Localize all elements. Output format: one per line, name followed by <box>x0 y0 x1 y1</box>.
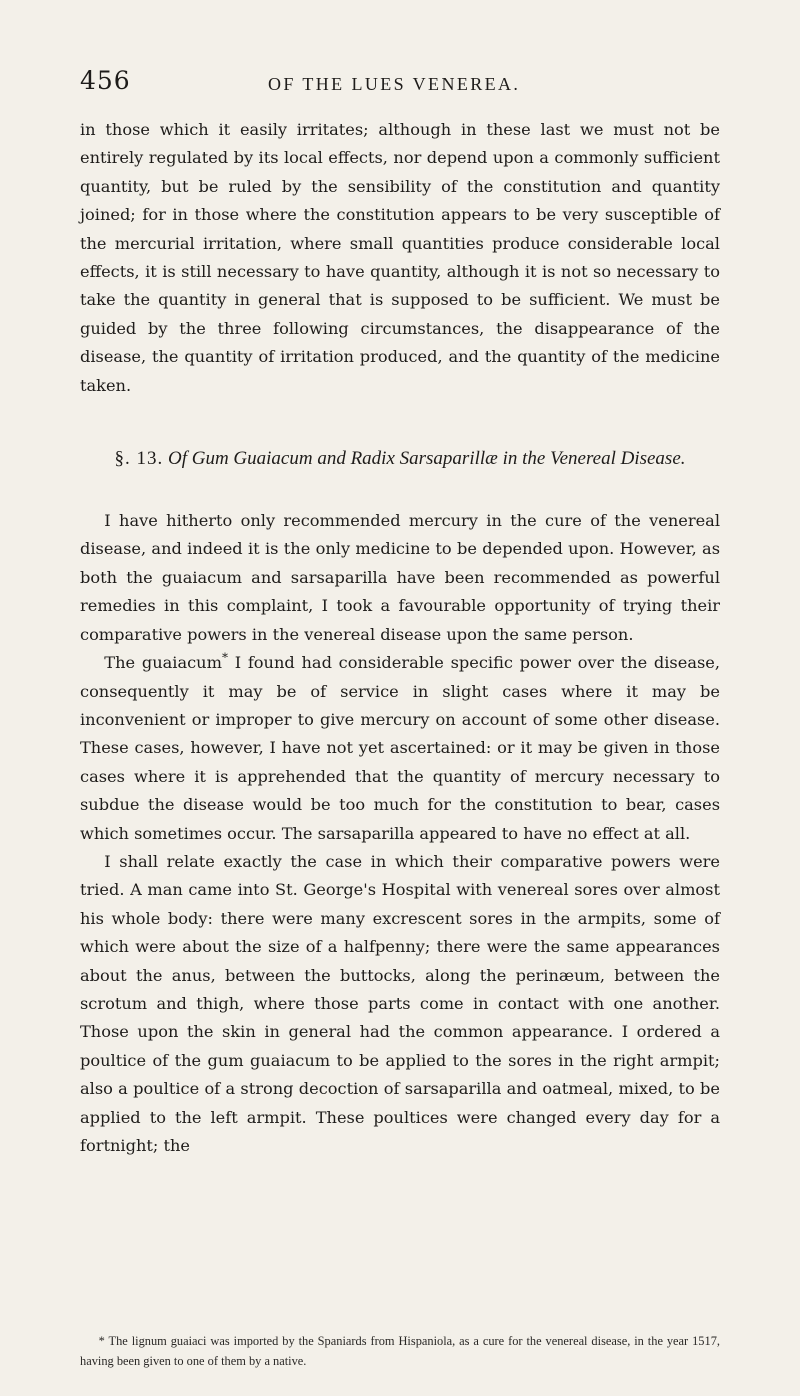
paragraph-case: I shall relate exactly the case in which their comparative powers were tried. A man came into St. George's Hospital with venereal sores over almost his whole body: there were many excrescent sores in the armpits, some of which were about the size of a halfpenny; there were the same appearances about the anus, between the buttocks, along the perinæum, between the scrotum and thigh, where those parts come in contact with one another. Those upon the skin in general had the common appearance. I ordered a poultice of the gum guaiacum to be applied to the sores in the right armpit; also a poultice of a strong decoction of sarsaparilla and oatmeal, mixed, to be applied to the left armpit. These poultices were changed every day for a fortnight; the <box>80 851 720 1155</box>
footnote-reference[interactable]: * <box>221 650 228 665</box>
paragraph-rest: I found had considerable specific power over the disease, consequently it may be of service in slight cases where it may be inconvenient or improper to give mercury on account of some other disease. These cases, however, I have not yet ascertained: or it may be given in those cases where it is apprehended that the quantity of mercury necessary to subdue the disease would be too much for the constitution to bear, cases which sometimes occur. The sarsaparilla appeared to have no effect at all. <box>80 653 720 843</box>
running-head <box>80 66 720 106</box>
running-title: OF THE LUES VENEREA. <box>268 74 521 94</box>
section-heading <box>80 444 720 473</box>
paragraph: I have hitherto only recommended mercury in the cure of the venereal disease, and indeed it is the only medicine to be depended upon. However, as both the guaiacum and sarsaparilla have been recommended as powerful remedies in this complaint, I took a favourable opportunity of trying their comparative powers in the venereal disease upon the same person. <box>80 511 720 644</box>
paragraph-lead: The guaiacum <box>104 653 222 673</box>
paragraph-guaiacum <box>80 649 720 848</box>
section-title: Of Gum Guaiacum and Radix Sarsaparillæ in the Venereal Disease. <box>167 448 686 470</box>
footnote <box>80 1331 720 1371</box>
body-text <box>80 116 720 1160</box>
footnote-text: The lignum guaiaci was imported by the Spaniards from Hispaniola, as a cure for the venereal disease, in the year 1517, having been given to one of them by a native. <box>80 1334 720 1368</box>
paragraph-continuation: in those which it easily irritates; although in these last we must not be entirely regulated by its local effects, nor depend upon a commonly sufficient quantity, but be ruled by the sensibility of the constitution and quantity joined; for in those where the constitution appears to be very susceptible of the mercurial irritation, where small quantities produce considerable local effects, it is still necessary to have quantity, although it is not so necessary to take the quantity in general that is supposed to be sufficient. We must be guided by the three following circumstances, the disappearance of the disease, the quantity of irritation produced, and the quantity of the medicine taken. <box>80 120 720 395</box>
section-number: §. 13. <box>114 448 164 470</box>
page-number: 456 <box>80 66 131 95</box>
footnote-mark: * <box>98 1334 105 1348</box>
